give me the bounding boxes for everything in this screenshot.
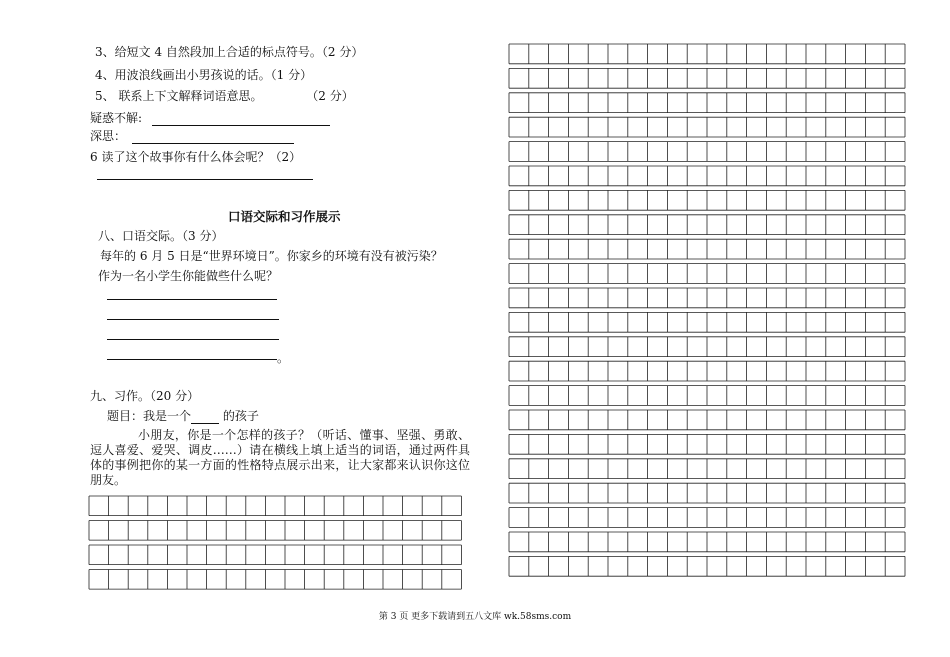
topic-suffix: 的孩子 <box>219 409 259 423</box>
question-5-score: （2 分） <box>306 89 354 103</box>
oral-line-2: 作为一名小学生你能做些什么呢？ <box>98 269 279 283</box>
question-4: 4、用波浪线画出小男孩说的话。（1 分） <box>95 68 313 82</box>
question-6: 6 读了这个故事你有什么体会呢？（2） <box>90 150 302 164</box>
writing-heading: 九、习作。（20 分） <box>90 389 200 403</box>
writing-prompt: 小朋友，你是一个怎样的孩子？（听话、懂事、坚强、勇敢、逗人喜爱、爱哭、调皮……）请在横线上填上适当的词语，通过两件具体的事例把你的某一方面的性格特点展示出来，让大家都来认识你这位朋友。 <box>90 428 470 487</box>
question-3: 3、给短文 4 自然段加上合适的标点符号。（2 分） <box>95 45 364 59</box>
section-title: 口语交际和习作展示 <box>228 209 341 224</box>
topic-prefix: 题目：我是一个 <box>107 409 192 423</box>
question-5-text: 5、 联系上下文解释词语意思。 <box>95 89 263 103</box>
term-2-label: 深思： <box>90 129 127 143</box>
oral-heading: 八、口语交际。（3 分） <box>98 229 224 243</box>
page-footer: 第 3 页 更多下载请到五八文库 wk.58sms.com <box>378 612 572 622</box>
oral-period: 。 <box>277 351 290 365</box>
term-1-label: 疑惑不解: <box>90 111 143 125</box>
oral-line-1: 每年的 6 月 5 日是“世界环境日”。你家乡的环境有没有被污染？ <box>100 249 443 263</box>
